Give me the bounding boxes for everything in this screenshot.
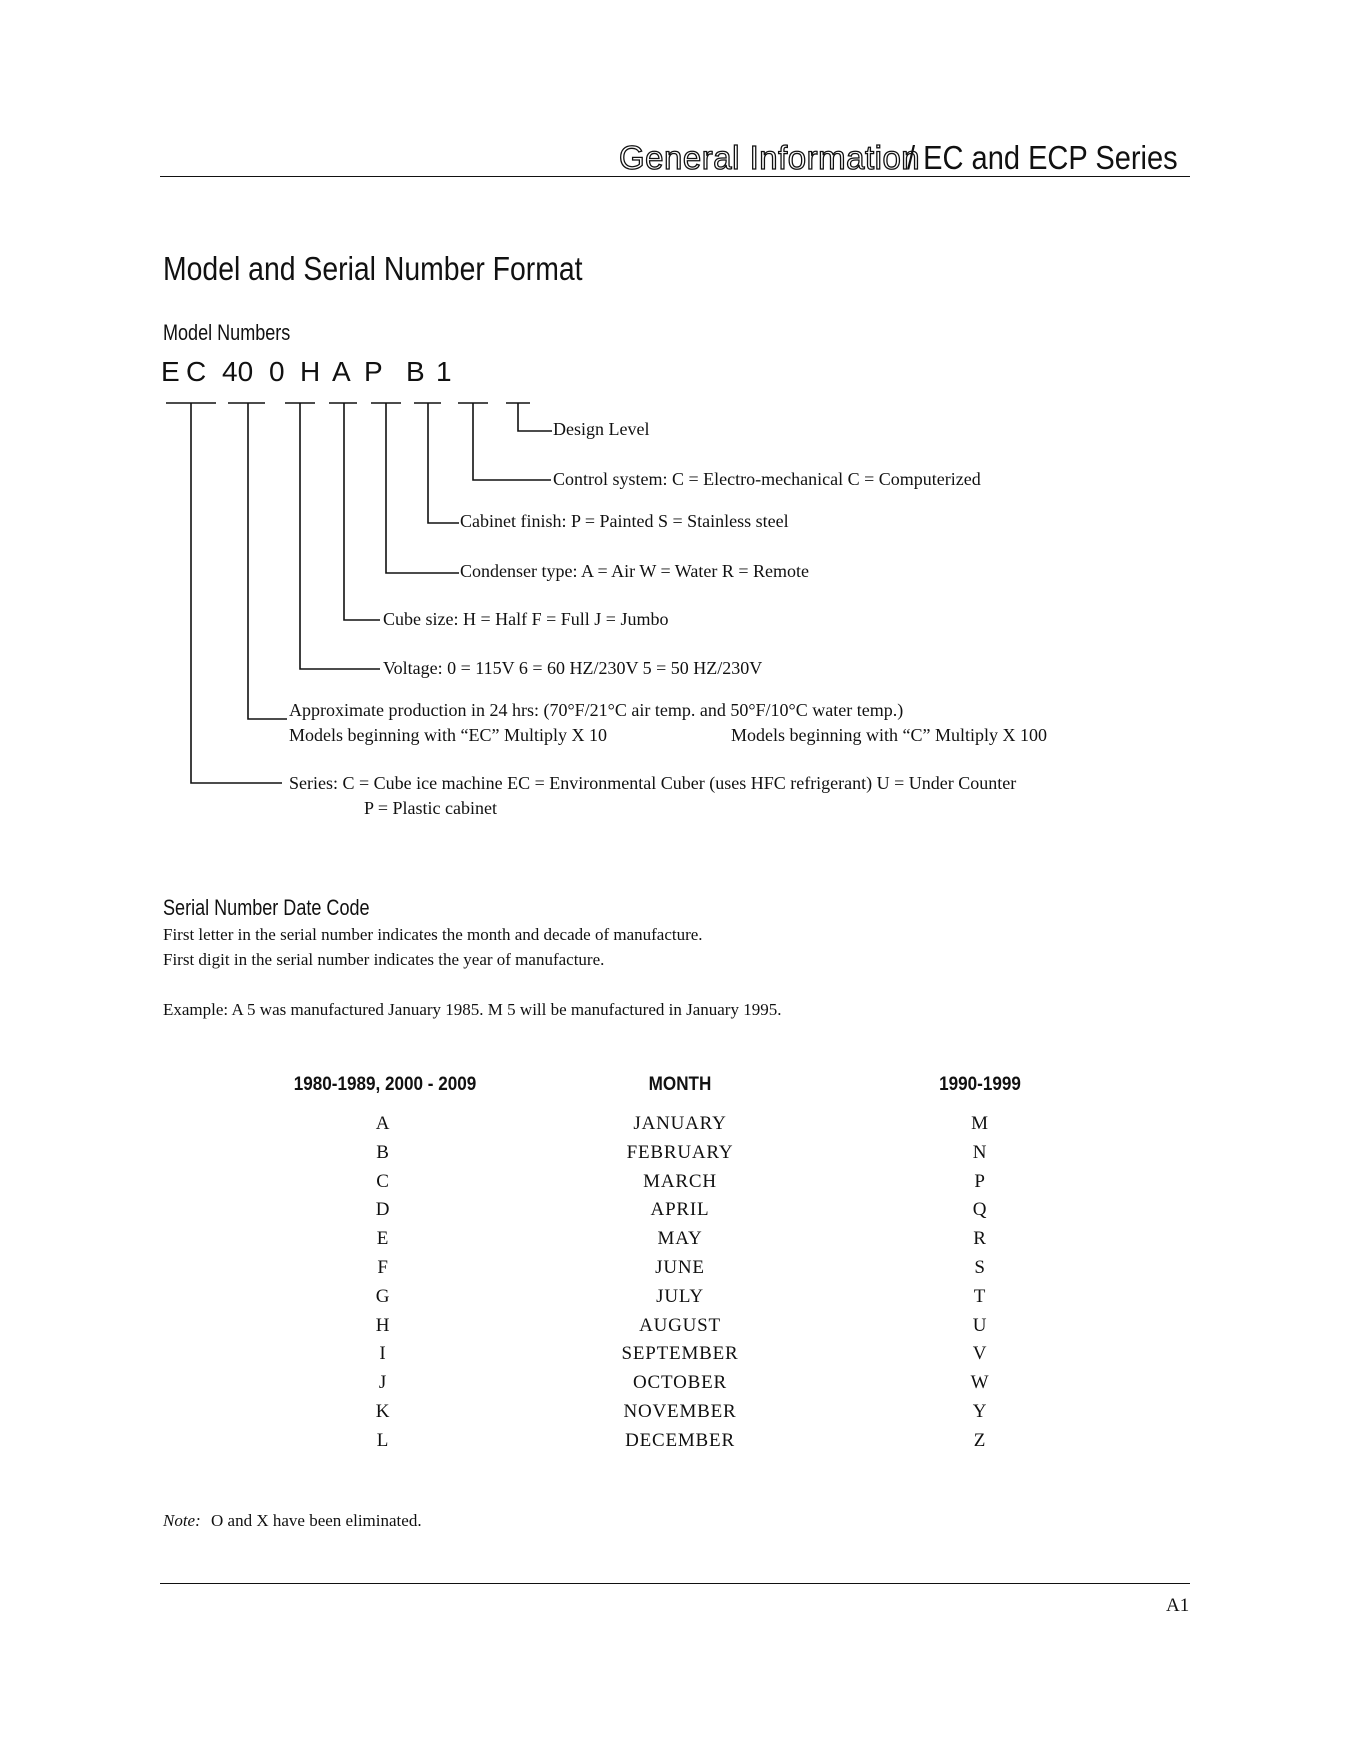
model-code-char: B [406, 356, 425, 387]
table-cell: AUGUST [639, 1314, 721, 1336]
table-cell: MAY [657, 1228, 703, 1250]
desc-cube-size: Cube size: H = Half F = Full J = Jumbo [383, 609, 669, 629]
table-cell: J [378, 1372, 388, 1394]
bracket-production [228, 403, 287, 719]
table-cell: I [379, 1343, 387, 1365]
table-cell: S [974, 1256, 986, 1278]
serial-line2: First digit in the serial number indicates the year of manufacture. [163, 950, 605, 969]
table-header-1990s: 1990-1999 [939, 1074, 1021, 1095]
table-cell: C [376, 1170, 390, 1192]
table-cell: K [375, 1400, 391, 1422]
table-cell: MARCH [643, 1170, 717, 1192]
table-cell: JANUARY [633, 1113, 727, 1134]
bracket-condenser [371, 403, 459, 573]
header-section-outline: General Information [619, 139, 921, 176]
table-cell: FEBRUARY [626, 1141, 734, 1163]
desc-control-system: Control system: C = Electro-mechanical C = Computerized [553, 469, 981, 489]
table-cell: Z [973, 1429, 987, 1451]
model-code-char: 40 [222, 356, 254, 387]
note-text: O and X have been eliminated. [211, 1511, 422, 1530]
desc-condenser-type: Condenser type: A = Air W = Water R = Remote [460, 561, 809, 581]
table-cell: OCTOBER [633, 1372, 727, 1394]
table-cell: B [376, 1141, 390, 1163]
table-cell: V [972, 1343, 988, 1365]
footer-rule [160, 1583, 1190, 1584]
page-title: Model and Serial Number Format [163, 250, 583, 287]
table-cell: R [973, 1228, 987, 1250]
model-code-char: P [364, 356, 383, 387]
bracket-design-level [506, 403, 552, 431]
desc-cabinet-finish: Cabinet finish: P = Painted S = Stainless steel [460, 511, 789, 531]
bracket-cabinet [414, 403, 459, 523]
table-cell: JUNE [655, 1256, 705, 1278]
table-header-1980s: 1980-1989, 2000 - 2009 [293, 1074, 477, 1095]
table-cell: F [377, 1256, 389, 1278]
table-cell: DECEMBER [625, 1429, 735, 1451]
table-cell: M [971, 1113, 989, 1134]
table-cell: A [375, 1113, 391, 1134]
table-cell: T [973, 1285, 987, 1307]
table-cell: JULY [656, 1285, 704, 1307]
model-code-char: H [300, 356, 321, 387]
table-cell: SEPTEMBER [621, 1343, 739, 1365]
desc-voltage: Voltage: 0 = 115V 6 = 60 HZ/230V 5 = 50 HZ/230V [383, 658, 763, 678]
table-cell: G [375, 1285, 391, 1307]
desc-series-line1: Series: C = Cube ice machine EC = Environmental Cuber (uses HFC refrigerant) U = Under Counter [289, 773, 1017, 793]
table-cell: E [376, 1228, 390, 1250]
serial-line1: First letter in the serial number indicates the month and decade of manufacture. [163, 925, 703, 944]
bracket-series [166, 403, 282, 783]
model-code-char: C [186, 356, 207, 387]
table-cell: D [375, 1199, 391, 1221]
serial-example: Example: A 5 was manufactured January 1985. M 5 will be manufactured in January 1995. [163, 1000, 782, 1019]
desc-series-line2: P = Plastic cabinet [364, 798, 497, 818]
table-cell: Q [972, 1199, 988, 1221]
table-cell: P [974, 1170, 986, 1192]
table-column-1990s [940, 1110, 1020, 1456]
note [163, 1511, 422, 1531]
model-code-char: A [332, 356, 351, 387]
page-number: A1 [1166, 1595, 1190, 1616]
table-cell: NOVEMBER [623, 1400, 737, 1422]
bracket-control [458, 403, 551, 480]
model-code-char: 0 [269, 356, 285, 387]
table-column-1980s [343, 1110, 423, 1456]
desc-production-line2a: Models beginning with “EC” Multiply X 10 [289, 725, 607, 745]
table-cell: N [972, 1141, 988, 1163]
table-cell: U [972, 1314, 988, 1336]
model-code-char: E [161, 356, 180, 387]
bracket-voltage [285, 403, 380, 669]
table-cell: W [970, 1372, 990, 1394]
desc-production-line1: Approximate production in 24 hrs: (70°F/21°C air temp. and 50°F/10°C water temp.) [289, 700, 904, 720]
model-numbers-heading: Model Numbers [163, 320, 291, 345]
table-header-month: MONTH [648, 1074, 712, 1095]
header-section-solid: / EC and ECP Series [907, 139, 1178, 176]
table-cell: L [376, 1429, 390, 1451]
table-cell: H [375, 1314, 391, 1336]
desc-production-line2b: Models beginning with “C” Multiply X 100 [731, 725, 1047, 745]
model-code-char: 1 [436, 356, 452, 387]
table-cell: APRIL [650, 1199, 710, 1221]
serial-date-code-heading: Serial Number Date Code [163, 895, 370, 920]
table-column-month [580, 1110, 780, 1456]
note-label: Note: [163, 1511, 201, 1530]
bracket-cube-size [329, 403, 380, 620]
desc-design-level: Design Level [553, 419, 650, 439]
table-cell: Y [972, 1400, 988, 1422]
